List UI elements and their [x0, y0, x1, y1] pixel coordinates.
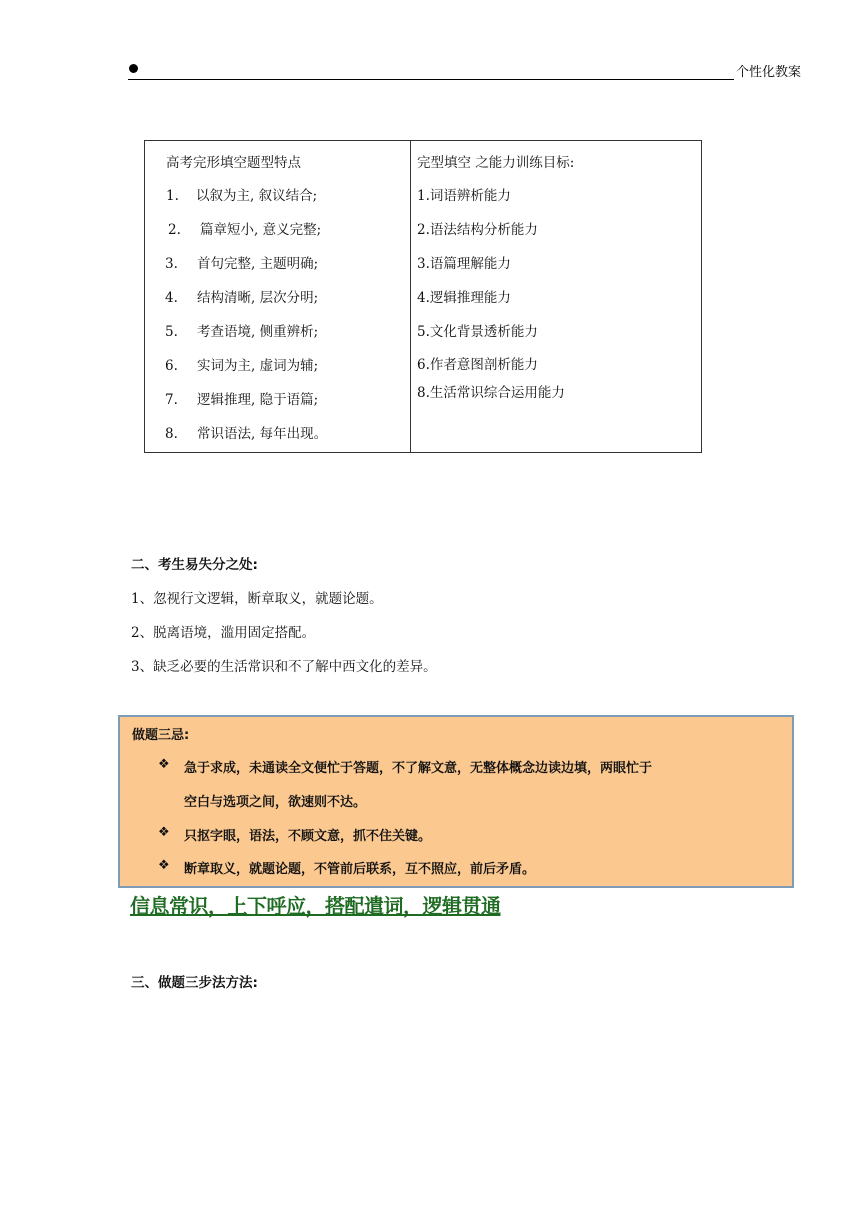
feature-text: 首句完整, 主题明确;	[197, 256, 319, 272]
feature-item	[165, 388, 318, 408]
diamond-bullet-icon: ❖	[158, 757, 170, 772]
feature-item	[165, 252, 318, 272]
feature-text: 实词为主, 虚词为辅;	[197, 358, 319, 374]
feature-item	[165, 286, 318, 306]
goals-heading: 完型填空 之能力训练目标:	[417, 155, 575, 171]
goal-item: 5.文化背景透析能力	[417, 324, 538, 340]
diamond-bullet-icon: ❖	[158, 825, 170, 840]
feature-num: 6.	[165, 358, 178, 374]
feature-num: 1.	[166, 188, 179, 204]
goal-item: 3.语篇理解能力	[417, 256, 511, 272]
goal-item: 4.逻辑推理能力	[417, 290, 511, 306]
feature-text: 逻辑推理, 隐于语篇;	[197, 392, 319, 408]
feature-text: 以叙为主, 叙议结合;	[196, 188, 318, 204]
feature-num: 4.	[165, 290, 178, 306]
feature-num: 5.	[165, 324, 178, 340]
warning-item: 只抠字眼，语法，不顾文意，抓不住关键。	[184, 829, 432, 844]
warning-box	[118, 715, 794, 888]
diamond-bullet-icon: ❖	[158, 858, 170, 873]
feature-table	[144, 140, 702, 453]
header-title: 个性化教案	[736, 65, 802, 80]
goal-item: 2.语法结构分析能力	[417, 222, 538, 238]
feature-item	[168, 218, 321, 238]
section2-title: 二、考生易失分之处:	[131, 557, 258, 573]
section2-item: 3、缺乏必要的生活常识和不了解中西文化的差异。	[131, 659, 437, 675]
section2-item: 2、脱离语境，滥用固定搭配。	[131, 625, 316, 641]
warning-item: 急于求成，未通读全文便忙于答题，不了解文意，无整体概念边读边填，两眼忙于	[184, 761, 653, 776]
feature-num: 8.	[165, 426, 178, 442]
feature-num: 7.	[165, 392, 178, 408]
goal-item: 8.生活常识综合运用能力	[417, 385, 565, 401]
section3-title: 三、做题三步法方法:	[131, 975, 258, 991]
warning-title: 做题三忌:	[132, 728, 190, 743]
feature-num: 3.	[165, 256, 178, 272]
header-bullet-icon	[129, 64, 138, 73]
warning-item-continued: 空白与选项之间，欲速则不达。	[184, 795, 367, 810]
feature-text: 结构清晰, 层次分明;	[197, 290, 319, 306]
goal-item: 1.词语辨析能力	[417, 188, 511, 204]
column-divider	[410, 141, 411, 452]
feature-text: 篇章短小, 意义完整;	[200, 222, 322, 238]
feature-item	[165, 320, 318, 340]
goal-item: 6.作者意图剖析能力	[417, 357, 538, 373]
feature-text: 考查语境, 侧重辨析;	[197, 324, 319, 340]
feature-item	[165, 354, 318, 374]
section2-item: 1、忽视行文逻辑，断章取义，就题论题。	[131, 591, 383, 607]
key-points-banner: 信息常识，上下呼应，搭配遣词，逻辑贯通	[130, 894, 501, 918]
feature-num: 2.	[168, 222, 181, 238]
features-heading: 高考完形填空题型特点	[166, 155, 301, 171]
feature-text: 常识语法, 每年出现。	[197, 426, 328, 442]
header-rule	[128, 79, 734, 80]
feature-item	[166, 184, 317, 204]
feature-item	[165, 422, 327, 442]
warning-item: 断章取义，就题论题，不管前后联系，互不照应，前后矛盾。	[184, 862, 536, 877]
